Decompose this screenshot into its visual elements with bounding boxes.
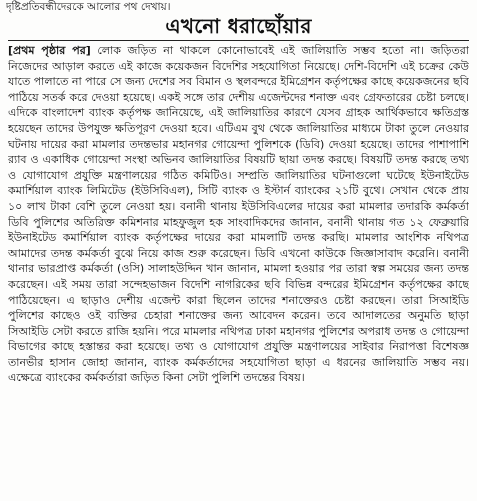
article-body xyxy=(8,43,469,497)
article-headline: এখনো ধরাছোঁয়ার xyxy=(165,14,312,38)
headline-rule xyxy=(8,40,469,41)
previous-article-tail: দৃষ্টিপ্রতিবন্ধীদেরকে আলোর পথ দেখায়। xyxy=(6,1,171,13)
continued-from-label: [প্রথম পৃষ্ঠার পর] xyxy=(8,44,91,57)
article-text: লোক জড়িত না থাকলে কোনোভাবেই এই জালিয়াতি সম্ভব হতো না। জড়িতরা নিজেদের আড়াল করতে এই কাজে কয়েকজন বিদেশির সহযোগিতা নিয়েছে। দেশি-বিদেশি এই চক্রের কেউ যাতে পালাতে না পারে সে জন্য দেশের সব বিমান ও স্থলবন্দরে ইমিগ্রেশন কর্তৃপক্ষের কাছে কয়েকজনের ছবি পাঠিয়ে সতর্ক করে দেওয়া হয়েছে। একই সঙ্গে তার দেশীয় এজেন্টদের শনাক্ত এবং গ্রেফতারের চেষ্টা চলছে। এদিকে বাংলাদেশ ব্যাংক কর্তৃপক্ষ জানিয়েছে, এই জালিয়াতির কারণে যেসব গ্রাহক আর্থিকভাবে ক্ষতিগ্রস্ত হয়েছেন তাদের উপযুক্ত ক্ষতিপূরণ দেওয়া হবে। এটিএম বুথ থেকে জালিয়াতির মাধ্যমে টাকা তুলে নেওয়ার ঘটনায় দায়ের করা মামলার তদন্তভার মহানগর গোয়েন্দা পুলিশকে (ডিবি) দেওয়া হয়েছে। তাদের পাশাপাশি র‍্যাব ও একাধিক গোয়েন্দা সংস্থা অভিনব জালিয়াতির বিষয়টি ছায়া তদন্ত করছে। বিষয়টি তদন্ত করছে তথ্য ও যোগাযোগ প্রযুক্তি মন্ত্রণালয়ের গঠিত কমিটিও। সম্প্রতি জালিয়াতির ঘটনাগুলো ঘটেছে ইউনাইটেড কমার্শিয়াল ব্যাংক লিমিটেড (ইউসিবিএল), সিটি ব্যাংক ও ইস্টার্ন ব্যাংকের ২১টি বুথে। সেখান থেকে প্রায় ১০ লাখ টাকা বেশি তুলে নেওয়া হয়। বনানী থানায় ইউসিবিএলের দায়ের করা মামলার তদারকি কর্মকর্তা ডিবি পুলিশের অতিরিক্ত কমিশনার মাহফুজুল হক সাংবাদিকদের জানান, বনানী থানায় গত ১২ ফেব্রুয়ারি ইউনাইটেড কমার্শিয়াল ব্যাংক কর্তৃপক্ষের দায়ের করা মামলাটি তদন্ত করছি। মামলার আংশিক নথিপত্র আমাদের তদন্ত কর্মকর্তা বুঝে নিয়ে কাজ শুরু করেছেন। ডিবি এখনো কাউকে জিজ্ঞাসাবাদ করেনি। বনানী থানার ভারপ্রাপ্ত কর্মকর্তা (ওসি) সালাহউদ্দিন খান জানান, মামলা হওয়ার পর তারা স্বল্প সময়ের জন্য তদন্ত করেছেন। এই সময় তারা সন্দেহভাজন বিদেশি নাগরিকের ছবি বিভিন্ন বন্দরের ইমিগ্রেশন কর্তৃপক্ষের কাছে পাঠিয়েছেন। এ ছাড়াও দেশীয় এজেন্ট কারা ছিলেন তাদের শনাক্তেরও চেষ্টা করছেন। তারা সিআইডি পুলিশের কাছেও ওই ব্যক্তির চেহারা শনাক্তের জন্য আবেদন করেন। তবে আদালতের অনুমতি ছাড়া সিআইডি সেটা করতে রাজি হয়নি। পরে মামলার নথিপত্র ঢাকা মহানগর পুলিশের অপরাধ তদন্ত ও গোয়েন্দা বিভাগের কাছে হস্তান্তর করা হয়েছে। তথ্য ও যোগাযোগ প্রযুক্তি মন্ত্রণালয়ের সাইবার নিরাপত্তা বিশেষজ্ঞ তানভীর হাসান জোহা জানান, ব্যাংক কর্মকর্তাদের সহযোগিতা ছাড়া এ ধরনের জালিয়াতি সম্ভব নয়। এক্ষেত্রে ব্যাংকের কর্মকর্তারা জড়িত কিনা সেটা পুলিশি তদন্তের বিষয়। xyxy=(8,44,469,385)
article-paragraph xyxy=(8,43,469,386)
